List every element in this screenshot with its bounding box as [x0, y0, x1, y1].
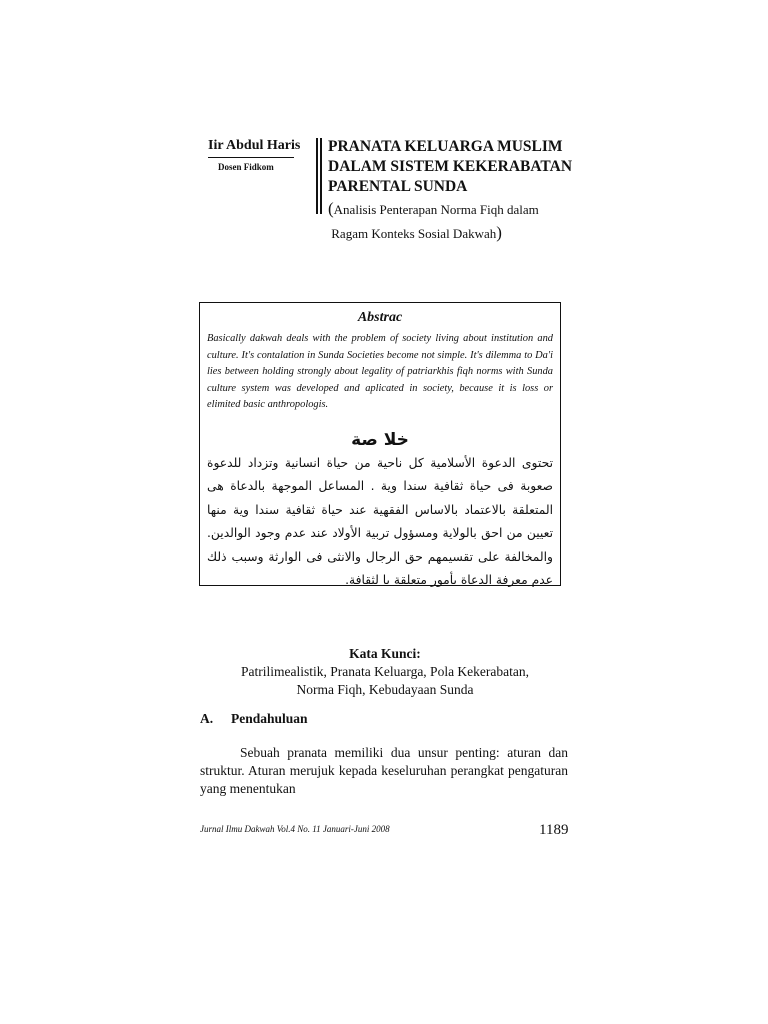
footer-journal-citation: Jurnal Ilmu Dakwah Vol.4 No. 11 Januari-Juni 2008 — [200, 824, 390, 834]
subtitle-text-1: Analisis Penterapan Norma Fiqh dalam — [333, 202, 539, 217]
article-subtitle-line-2 — [328, 222, 588, 245]
article-title-line-2: DALAM SISTEM KEKERABATAN — [328, 158, 573, 175]
subtitle-close-paren: ) — [496, 223, 502, 242]
section-number: A. — [200, 711, 214, 726]
author-role: Dosen Fidkom — [218, 162, 274, 172]
author-name: Iir Abdul Haris — [208, 138, 301, 153]
arabic-abstract-heading: خلا صة — [351, 429, 409, 450]
keywords-line-1: Patrilimealistik, Pranata Keluarga, Pola Kekerabatan, — [240, 664, 530, 679]
abstract-box — [199, 302, 561, 586]
header-divider-left — [316, 138, 318, 214]
subtitle-text-2: Ragam Konteks Sosial Dakwah — [331, 226, 497, 241]
keywords-line-2: Norma Fiqh, Kebudayaan Sunda — [296, 682, 474, 697]
body-paragraph: Sebuah pranata memiliki dua unsur penting: aturan dan struktur. Aturan merujuk kepada keseluruhan perangkat pengaturan yang menentukan — [200, 745, 568, 796]
author-block — [208, 138, 308, 172]
arabic-abstract-text: تحتوى الدعوة الأسلامية كل ناحية من حياة انسانية وتزداد للدعوة صعوبة فى حياة ثقافية سندا وية . المساعل الموجهة بالدعاة هى المتعلقة بالاعتماد بالاساس الفقهية عند حياة ثقافية سندا وية منها تعيين من احق بالولاية ومسؤول تربية الأولاد عند عدم وجود الوالدين. والمخالفة على تقسيمهم حق الرجال والانثى فى الوارثة وسبب ذلك عدم معرفة الدعاة بأمور متعلقة با لثقافة. — [207, 455, 553, 587]
article-title-line-1: PRANATA KELUARGA MUSLIM — [328, 138, 563, 155]
header-divider-right — [320, 138, 322, 214]
author-underline — [208, 157, 294, 158]
article-title-block — [328, 137, 588, 245]
section-heading — [200, 711, 308, 727]
keywords-label: Kata Kunci: — [349, 646, 421, 661]
subtitle-open-paren: ( — [328, 199, 334, 218]
article-subtitle-line-1 — [328, 198, 588, 221]
article-title-line-3: PARENTAL SUNDA — [328, 178, 468, 195]
keywords-block — [200, 645, 570, 699]
section-title: Pendahuluan — [231, 711, 308, 726]
page-number: 1189 — [539, 822, 569, 838]
abstract-text: Basically dakwah deals with the problem of society living about institution and culture. It's contalation in Sunda Societies become not simple. It's dilemma to Da'i lies between holding strongly about legality of patriarkhis fiqh norms with Sunda culture system was developed and aplicated in society, because it is loss or elimited basic anthropologis. — [207, 333, 553, 410]
abstract-heading: Abstrac — [357, 310, 403, 325]
